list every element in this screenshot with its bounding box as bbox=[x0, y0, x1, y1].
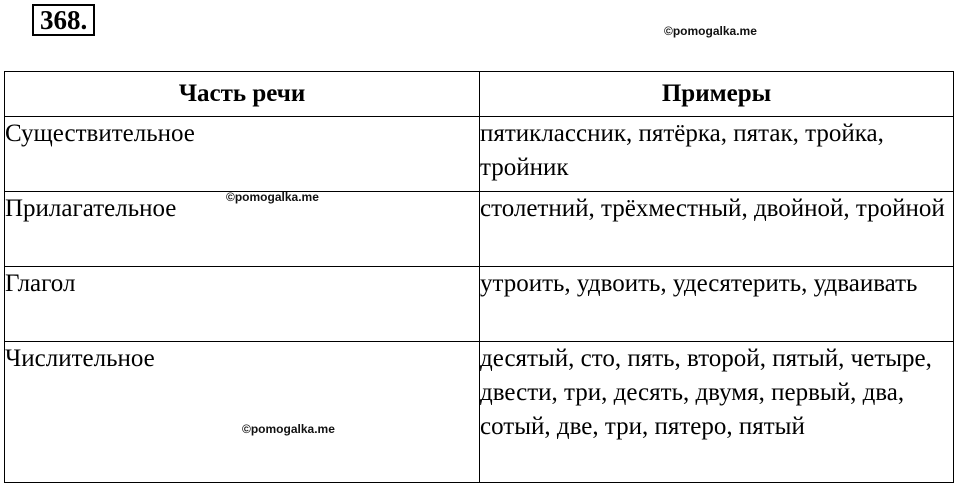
examples-cell: пятиклассник, пятёрка, пятак, тройка, тройник bbox=[480, 117, 954, 192]
table-header-row bbox=[5, 72, 954, 117]
table-row bbox=[5, 342, 954, 483]
part-of-speech-cell: Существительное bbox=[5, 117, 480, 192]
part-of-speech-cell: Прилагательное bbox=[5, 192, 480, 267]
header-examples: Примеры bbox=[480, 72, 954, 117]
parts-of-speech-table bbox=[4, 71, 954, 483]
examples-cell: десятый, сто, пять, второй, пятый, четыре, двести, три, десять, двумя, первый, два, сотый, две, три, пятеро, пятый bbox=[480, 342, 954, 483]
watermark-top: ©pomogalka.me bbox=[664, 24, 757, 38]
table-row bbox=[5, 117, 954, 192]
examples-cell: столетний, трёхместный, двойной, тройной bbox=[480, 192, 954, 267]
part-of-speech-cell: Глагол bbox=[5, 267, 480, 342]
watermark-middle: ©pomogalka.me bbox=[226, 190, 319, 204]
header-part-of-speech: Часть речи bbox=[5, 72, 480, 117]
part-of-speech-cell: Числительное bbox=[5, 342, 480, 483]
table-row bbox=[5, 192, 954, 267]
watermark-bottom: ©pomogalka.me bbox=[242, 422, 335, 436]
examples-cell: утроить, удвоить, удесятерить, удваивать bbox=[480, 267, 954, 342]
task-number: 368. bbox=[32, 4, 95, 36]
table-row bbox=[5, 267, 954, 342]
